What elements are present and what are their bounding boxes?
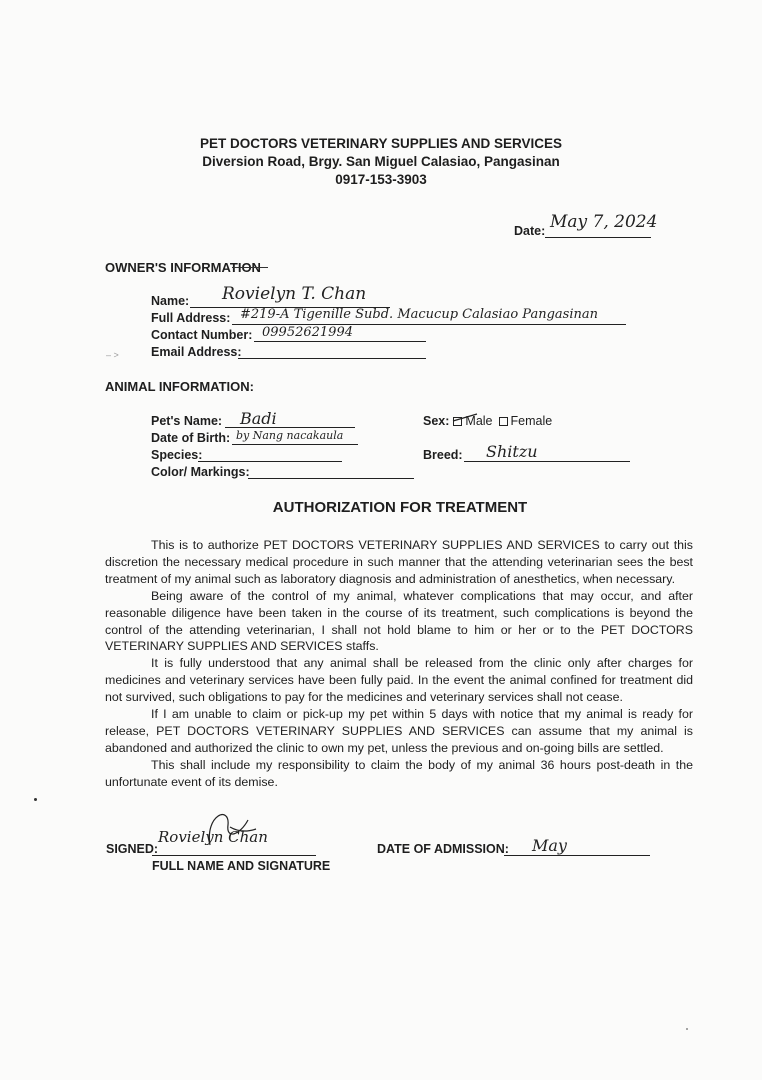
female-checkbox[interactable] [499,417,508,426]
authorization-title: AUTHORIZATION FOR TREATMENT [272,499,528,516]
dob-line [232,444,358,445]
pet-name-label: Pet's Name: [151,414,223,428]
signed-label: SIGNED: [106,842,159,856]
date-line [545,237,651,238]
female-label: Female [510,414,553,428]
male-check-mark [452,412,478,424]
breed-label: Breed: [423,448,463,462]
species-label: Species: [151,448,203,462]
authorization-paragraph: If I am unable to claim or pick-up my pet within 5 days with notice that my animal is ready for release, PET DOCTORS VETERINARY SUPPLIES AND SERVICES can assume that my animal is abandoned and authorized the clinic to own my pet, unless the previous and on-going bills are settled. [105,707,693,755]
owner-heading: OWNER'S INFORMATION [105,260,261,275]
clinic-address: Diversion Road, Brgy. San Miguel Calasiao, Pangasinan [202,154,560,169]
admission-label: DATE OF ADMISSION: [377,842,509,856]
date-label: Date: [514,224,546,238]
signed-line [152,855,316,856]
owner-heading-strike [232,267,268,268]
owner-contact-field[interactable]: 09952621994 [262,325,353,340]
admission-line [504,855,650,856]
color-line [248,478,414,479]
clinic-phone: 0917-153-3903 [335,172,427,187]
sex-label: Sex: [423,414,450,428]
owner-name-field[interactable]: Rovielyn T. Chan [222,284,367,304]
authorization-paragraph: This shall include my responsibility to claim the body of my animal 36 hours post-death in the unfortunate event of its demise. [105,757,693,789]
authorization-body [105,537,693,791]
owner-name-label: Name: [151,294,190,308]
margin-mark: – > [106,350,119,360]
breed-field[interactable]: Shitzu [486,442,538,461]
date-value[interactable]: May 7, 2024 [550,212,658,232]
pet-name-field[interactable]: Badi [240,409,277,428]
owner-address-field[interactable]: #219-A Tigenille Subd. Macucup Calasiao Pangasinan [240,307,598,322]
breed-line [464,461,630,462]
admission-field[interactable]: May [532,836,567,855]
authorization-paragraph: Being aware of the control of my animal, whatever complications that may occur, and after reasonable diligence have been taken in the course of its treatment, such complications is beyond the control of the attending veterinarian, I shall not hold blame to him or her or to the PET DOCTORS VETERINARY SUPPLIES AND SERVICES staffs. [105,588,693,654]
owner-email-label: Email Address: [151,345,242,359]
signature-field[interactable]: Rovielyn Chan [158,828,268,846]
dob-field[interactable]: by Nang nacakaula [236,429,344,442]
male-label: Male [465,414,493,428]
authorization-paragraph: It is fully understood that any animal shall be released from the clinic only after charges for medicines and veterinary services have been fully paid. In the event the animal confined for treatment did not survived, such obligations to pay for the medicines and veterinary services shall not cease. [105,656,693,705]
owner-contact-line [254,341,426,342]
signature-caption: FULL NAME AND SIGNATURE [152,859,331,873]
color-label: Color/ Markings: [151,465,250,479]
owner-contact-label: Contact Number: [151,328,253,342]
clinic-name: PET DOCTORS VETERINARY SUPPLIES AND SERVICES [199,136,563,151]
scan-speck [686,1028,688,1030]
owner-email-line [238,358,426,359]
animal-heading: ANIMAL INFORMATION: [105,379,254,394]
authorization-paragraph: This is to authorize PET DOCTORS VETERINARY SUPPLIES AND SERVICES to carry out this discretion the necessary medical procedure in such manner that the attending veterinarian sees the best treatment of my animal such as laboratory diagnosis and administration of anesthetics, when necessary. [105,538,693,586]
scan-speck [34,798,37,801]
species-line [198,461,342,462]
sex-row [423,414,552,428]
signature-flourish [200,805,260,855]
dob-label: Date of Birth: [151,431,231,445]
owner-address-label: Full Address: [151,311,231,325]
